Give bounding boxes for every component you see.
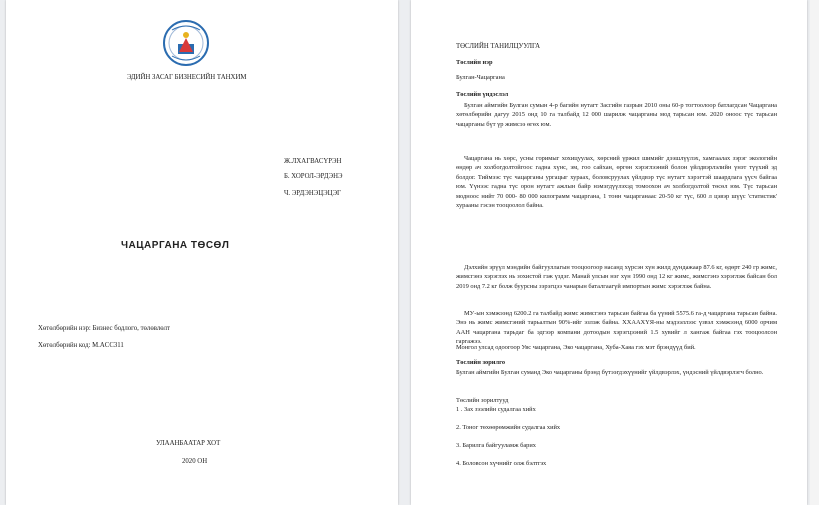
task-item-3: 3. Барилга байгууламж барих <box>456 442 536 449</box>
task-item-4: 4. Боловсон хүчнийг олж бэлтгэх <box>456 460 547 467</box>
year: 2020 ОН <box>182 458 208 465</box>
document-page-1 <box>6 0 398 505</box>
task-item-1: 1 . Зах зээлийн судалгаа хийх <box>456 406 536 413</box>
project-name-heading: Төслийн нэр <box>456 59 493 66</box>
goal-text: Булган аймгийн Булган суманд Эко чацарганы брэнд бүтээгдэхүүнийг үйлдвэрлэх, үндэсний үйлдвэрлэгч болно. <box>456 369 764 376</box>
document-title: ЧАЦАРГАНА ТӨСӨЛ <box>121 240 230 251</box>
rationale-heading: Төслийн үндэслэл <box>456 91 509 98</box>
document-page-2 <box>411 0 807 505</box>
paragraph-3: Дэлхийн эрүүл мэндийн байгууллагын тооцоогоор насанд хүрсэн хүн жилд дундажаар 87.6 кг, өдөрт 240 гр жимс, жимсгэнэ хэрэглэх нь зохистой гэж үздэг. Манай улсын нэг хүн 1990 онд 12 кг жимс, жимсгэнэ хэрэглэж байсан бол 2019 онд 7.2 кг болж буурсны зэрэгцээ чанарын баталгаагүй импортын жимс хэрэглэж байна. <box>456 264 777 290</box>
paragraph-4: МУ-ын хэмжээнд 6200.2 га талбайд жимс жимсгэнэ тарьсан байгаа ба үүний 5575.6 га-д чацаргана тарьсан байна. Энэ нь жимс жимсгэний тарьалтын 90%-ийг эзлэж байна. ХХААХҮЯ-ны мэдээллээс үзвэл хэмжээнд 6000 орчим ААН чацаргана тарьдаг ба эдгээр компани дотоодын хэрэгцээний 1.5 хувийг л хангаж байгаа гэх тооцоолсон гаргажээ. <box>456 310 777 346</box>
paragraph-2: Чацаргана нь хөрс, усны горимыг хохицуулах, хөрсний үржил шимийг дээшлүүлэх, хамгаалах зэрэг экологийн өндөр ач холбогдолтойгоос гадна хүнс, эм, гоо сайхан, өргөн хэрэглээний болон үйлдвэрлэлийн үнэт түүхий эд болдог. Тиймээс түс чацарганы ургацыг хураах, боловсруулах үйлдвэр түс нутагт хэрэгтэй шаардлага үүсч байгаа юм. Үүнээс гадна түс орон нутагт ажлын байр нэмэгдүүлэхэд томоохон ач холбогдолтой төсөл юм. Түс тарьсан модноос нийт 70 000- 80 000 килограмм чацаргана, 1 тонн чацарганаас 20-50 кг түс, 600 л цэвэр шүүс 'статистик' хурааны гэсэн тооцоолол байна. <box>456 155 777 210</box>
city-name: УЛААНБААТАР ХОТ <box>156 440 221 447</box>
goal-heading: Төслийн зорилго <box>456 359 506 366</box>
organization-name: ЭДИЙН ЗАСАГ БИЗНЕСИЙН ТАНХИМ <box>127 74 247 81</box>
program-name: Хөтөлбөрийн нэр: Бизнес бодлого, төлөвлөлт <box>38 325 170 332</box>
vertical-scrollbar[interactable] <box>810 0 819 505</box>
tasks-heading: Төслийн зорилтууд <box>456 397 509 404</box>
project-name-value: Булган-Чацаргана <box>456 74 505 81</box>
paragraph-5: Монгол улсад одоогоор Увс чацаргана, Эко чацаргана, Хуба-Хаяа гэх мэт брэндүүд бий. <box>456 344 696 351</box>
program-code: Хөтөлбөрийн код: M.ACC311 <box>38 342 124 349</box>
author-3: Ч. ЭРДЭНЭЦЭЦЭГ <box>284 190 341 197</box>
task-item-2: 2. Тоног төхөөрөмжийн судалгаа хийх <box>456 424 561 431</box>
section-title: ТӨСЛИЙН ТАНИЛЦУУЛГА <box>456 43 541 50</box>
university-logo <box>160 18 212 68</box>
author-2: Б. ХОРОЛ-ЭРДЭНЭ <box>284 173 343 180</box>
paragraph-1: Булган аймгийн Булган сумын 4-р багийн нутагт Засгийн газрын 2010 оны 60-р тогтоолоор батлагдсан Чацаргана хөтөлбөрийн дагуу 2015 онд 10 га талбайд 12 000 шарилж чацарганы мод тарьсан юм. 2020 оноос түс тарьсан чацарганы бүт үр жимсээ өгөх юм. <box>456 102 777 128</box>
author-1: Ж.ЛХАГВАСҮРЭН <box>284 158 342 165</box>
